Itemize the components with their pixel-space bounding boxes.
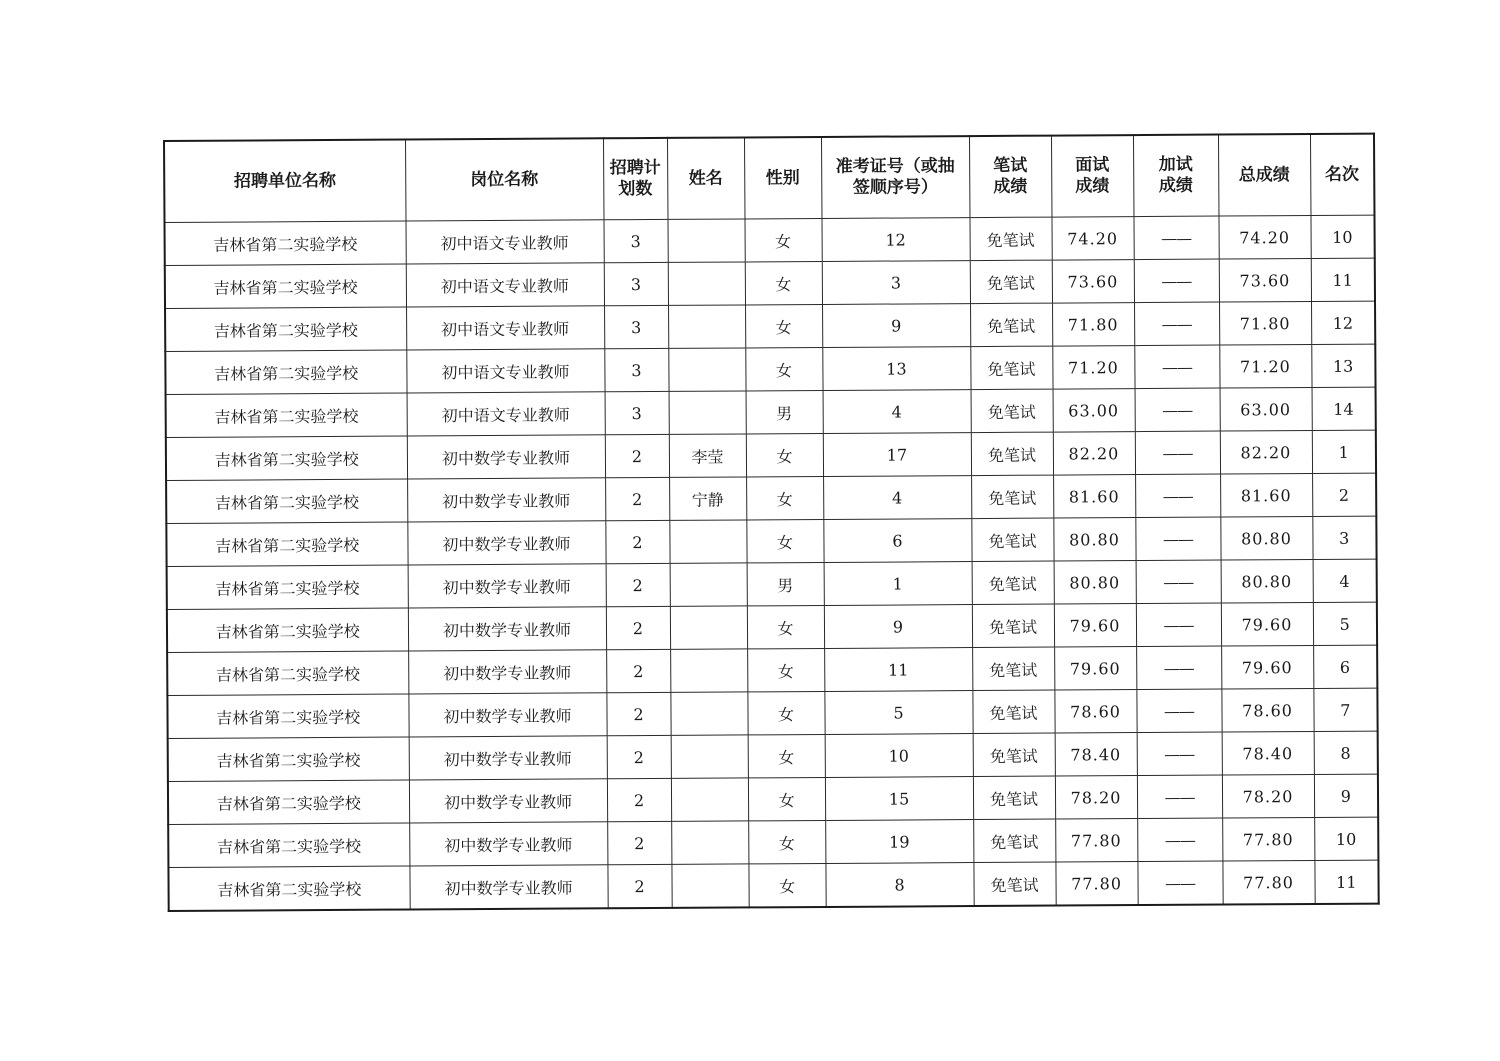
cell-rank: 12 (1311, 301, 1375, 344)
cell-interview-score: 80.80 (1054, 561, 1136, 605)
cell-rank: 2 (1312, 473, 1376, 516)
cell-total-score: 77.80 (1222, 817, 1314, 861)
cell-written-score: 免笔试 (971, 389, 1053, 433)
cell-extra-score: —— (1134, 302, 1219, 346)
cell-extra-score: —— (1134, 259, 1219, 303)
cell-planned-count: 3 (604, 348, 668, 391)
cell-name (670, 606, 747, 649)
cell-exam-number: 4 (823, 390, 971, 434)
cell-planned-count: 3 (605, 391, 669, 434)
cell-total-score: 77.80 (1222, 860, 1314, 904)
cell-unit-name: 吉林省第二实验学校 (167, 565, 408, 609)
table-row (165, 301, 1375, 351)
cell-unit-name: 吉林省第二实验学校 (167, 651, 408, 695)
header-extra-score: 加试 成绩 (1133, 135, 1218, 217)
cell-position-name: 初中数学专业教师 (409, 822, 607, 866)
cell-exam-number: 8 (825, 863, 973, 907)
cell-position-name: 初中语文专业教师 (406, 349, 604, 393)
cell-unit-name: 吉林省第二实验学校 (168, 780, 409, 824)
cell-exam-number: 12 (821, 218, 969, 262)
header-planned-count: 招聘计 划数 (603, 138, 667, 220)
cell-rank: 3 (1312, 516, 1376, 559)
table-row (166, 473, 1376, 523)
cell-gender: 女 (747, 605, 824, 648)
cell-exam-number: 1 (824, 562, 972, 606)
cell-position-name: 初中数学专业教师 (409, 736, 607, 780)
cell-position-name: 初中数学专业教师 (407, 521, 605, 565)
results-table (163, 133, 1380, 912)
cell-interview-score: 78.60 (1054, 690, 1136, 734)
cell-written-score: 免笔试 (971, 475, 1053, 519)
cell-interview-score: 81.60 (1053, 475, 1135, 519)
cell-interview-score: 71.20 (1052, 346, 1134, 390)
header-interview-score: 面试 成绩 (1051, 135, 1133, 217)
cell-position-name: 初中语文专业教师 (405, 220, 603, 264)
cell-planned-count: 2 (607, 735, 671, 778)
cell-name (668, 262, 745, 305)
cell-unit-name: 吉林省第二实验学校 (166, 436, 407, 480)
cell-written-score: 免笔试 (973, 819, 1055, 863)
table-row (167, 559, 1377, 609)
cell-exam-number: 6 (823, 519, 971, 563)
table-row (167, 645, 1377, 695)
cell-extra-score: —— (1136, 646, 1221, 690)
cell-interview-score: 77.80 (1055, 819, 1137, 863)
cell-unit-name: 吉林省第二实验学校 (166, 393, 407, 437)
cell-position-name: 初中语文专业教师 (407, 392, 605, 436)
cell-name: 宁静 (669, 477, 746, 520)
cell-unit-name: 吉林省第二实验学校 (165, 307, 406, 351)
cell-name (671, 821, 748, 864)
cell-position-name: 初中数学专业教师 (409, 865, 607, 910)
cell-planned-count: 2 (607, 821, 671, 864)
table-row (165, 258, 1375, 308)
cell-planned-count: 2 (605, 434, 669, 477)
cell-extra-score: —— (1135, 431, 1220, 475)
cell-extra-score: —— (1134, 345, 1219, 389)
cell-planned-count: 2 (605, 477, 669, 520)
cell-rank: 11 (1314, 860, 1378, 904)
cell-gender: 女 (744, 218, 821, 261)
header-exam-number: 准考证号（或抽 签顺序号） (821, 136, 969, 218)
cell-planned-count: 2 (606, 692, 670, 735)
cell-planned-count: 2 (606, 649, 670, 692)
cell-total-score: 81.60 (1220, 473, 1312, 517)
cell-interview-score: 63.00 (1053, 389, 1135, 433)
cell-planned-count: 3 (603, 219, 667, 262)
cell-written-score: 免笔试 (971, 432, 1053, 476)
cell-exam-number: 3 (822, 261, 970, 305)
cell-written-score: 免笔试 (970, 303, 1052, 347)
cell-interview-score: 79.60 (1054, 647, 1136, 691)
cell-interview-score: 82.20 (1053, 432, 1135, 476)
cell-name (668, 348, 745, 391)
table-header-row (164, 134, 1374, 223)
cell-exam-number: 5 (824, 691, 972, 735)
cell-rank: 10 (1310, 215, 1374, 258)
cell-gender: 女 (748, 777, 825, 820)
table-row (167, 602, 1377, 652)
cell-exam-number: 15 (825, 777, 973, 821)
cell-total-score: 78.60 (1221, 688, 1313, 732)
cell-exam-number: 13 (822, 347, 970, 391)
cell-name (671, 778, 748, 821)
cell-rank: 13 (1311, 344, 1375, 387)
cell-planned-count: 2 (605, 520, 669, 563)
cell-rank: 5 (1313, 602, 1377, 645)
header-unit-name: 招聘单位名称 (164, 140, 405, 223)
cell-written-score: 免笔试 (972, 561, 1054, 605)
cell-unit-name: 吉林省第二实验学校 (165, 350, 406, 394)
cell-gender: 女 (747, 648, 824, 691)
cell-extra-score: —— (1137, 732, 1222, 776)
table-row (166, 430, 1376, 480)
cell-extra-score: —— (1136, 560, 1221, 604)
cell-exam-number: 10 (825, 734, 973, 778)
cell-total-score: 71.20 (1219, 344, 1311, 388)
cell-total-score: 80.80 (1220, 516, 1312, 560)
cell-exam-number: 11 (824, 648, 972, 692)
cell-name (671, 864, 748, 908)
cell-unit-name: 吉林省第二实验学校 (168, 823, 409, 867)
cell-gender: 男 (746, 390, 823, 433)
cell-interview-score: 71.80 (1052, 303, 1134, 347)
table-row (168, 731, 1378, 781)
cell-name (669, 520, 746, 563)
cell-written-score: 免笔试 (970, 346, 1052, 390)
cell-position-name: 初中语文专业教师 (406, 306, 604, 350)
cell-unit-name: 吉林省第二实验学校 (167, 608, 408, 652)
cell-planned-count: 2 (607, 864, 671, 908)
cell-extra-score: —— (1136, 603, 1221, 647)
cell-gender: 女 (746, 519, 823, 562)
cell-total-score: 79.60 (1221, 645, 1313, 689)
cell-position-name: 初中语文专业教师 (406, 263, 604, 307)
cell-total-score: 71.80 (1219, 301, 1311, 345)
cell-interview-score: 77.80 (1055, 862, 1137, 906)
cell-total-score: 63.00 (1220, 387, 1312, 431)
cell-gender: 女 (748, 734, 825, 777)
cell-rank: 11 (1311, 258, 1375, 301)
table-row (165, 344, 1375, 394)
cell-planned-count: 2 (606, 606, 670, 649)
table-row (167, 688, 1377, 738)
cell-name (668, 305, 745, 348)
cell-rank: 9 (1314, 774, 1378, 817)
cell-position-name: 初中数学专业教师 (408, 564, 606, 608)
cell-written-score: 免笔试 (971, 518, 1053, 562)
header-position-name: 岗位名称 (405, 138, 603, 221)
cell-extra-score: —— (1135, 517, 1220, 561)
cell-extra-score: —— (1136, 689, 1221, 733)
cell-extra-score: —— (1135, 474, 1220, 518)
cell-unit-name: 吉林省第二实验学校 (168, 866, 409, 911)
cell-written-score: 免笔试 (972, 690, 1054, 734)
cell-interview-score: 78.40 (1055, 733, 1137, 777)
cell-interview-score: 79.60 (1054, 604, 1136, 648)
cell-position-name: 初中数学专业教师 (409, 779, 607, 823)
cell-gender: 女 (745, 304, 822, 347)
cell-exam-number: 19 (825, 820, 973, 864)
cell-position-name: 初中数学专业教师 (408, 650, 606, 694)
cell-total-score: 80.80 (1221, 559, 1313, 603)
cell-interview-score: 73.60 (1052, 260, 1134, 304)
cell-extra-score: —— (1137, 818, 1222, 862)
cell-rank: 4 (1313, 559, 1377, 602)
document-page (163, 133, 1378, 912)
cell-written-score: 免笔试 (973, 733, 1055, 777)
header-name: 姓名 (667, 137, 744, 219)
cell-total-score: 73.60 (1219, 258, 1311, 302)
cell-gender: 女 (748, 820, 825, 863)
cell-rank: 1 (1312, 430, 1376, 473)
header-written-score: 笔试 成绩 (969, 136, 1051, 218)
cell-position-name: 初中数学专业教师 (407, 478, 605, 522)
cell-rank: 8 (1314, 731, 1378, 774)
cell-written-score: 免笔试 (972, 604, 1054, 648)
cell-unit-name: 吉林省第二实验学校 (167, 694, 408, 738)
cell-position-name: 初中数学专业教师 (408, 693, 606, 737)
cell-written-score: 免笔试 (973, 862, 1055, 906)
cell-rank: 10 (1314, 817, 1378, 860)
cell-written-score: 免笔试 (970, 260, 1052, 304)
cell-name (670, 563, 747, 606)
cell-total-score: 79.60 (1221, 602, 1313, 646)
cell-total-score: 82.20 (1220, 430, 1312, 474)
cell-planned-count: 2 (607, 778, 671, 821)
cell-gender: 女 (745, 347, 822, 390)
cell-rank: 7 (1313, 688, 1377, 731)
cell-planned-count: 3 (604, 305, 668, 348)
cell-gender: 女 (746, 433, 823, 476)
cell-name (669, 391, 746, 434)
cell-name (670, 649, 747, 692)
cell-total-score: 78.20 (1222, 774, 1314, 818)
cell-unit-name: 吉林省第二实验学校 (166, 522, 407, 566)
table-row (168, 860, 1378, 911)
cell-gender: 女 (746, 476, 823, 519)
cell-rank: 6 (1313, 645, 1377, 688)
cell-extra-score: —— (1137, 775, 1222, 819)
cell-name (670, 692, 747, 735)
cell-interview-score: 78.20 (1055, 776, 1137, 820)
cell-unit-name: 吉林省第二实验学校 (168, 737, 409, 781)
header-rank: 名次 (1310, 134, 1374, 216)
cell-interview-score: 80.80 (1053, 518, 1135, 562)
cell-written-score: 免笔试 (969, 217, 1051, 261)
cell-planned-count: 2 (606, 563, 670, 606)
cell-exam-number: 9 (822, 304, 970, 348)
cell-extra-score: —— (1135, 388, 1220, 432)
table-row (166, 387, 1376, 437)
cell-exam-number: 9 (824, 605, 972, 649)
cell-exam-number: 4 (823, 476, 971, 520)
table-row (168, 817, 1378, 867)
table-body (165, 215, 1379, 911)
header-total-score: 总成绩 (1218, 134, 1310, 216)
cell-exam-number: 17 (823, 433, 971, 477)
cell-unit-name: 吉林省第二实验学校 (165, 264, 406, 308)
cell-planned-count: 3 (604, 262, 668, 305)
cell-unit-name: 吉林省第二实验学校 (166, 479, 407, 523)
cell-gender: 男 (747, 562, 824, 605)
table-row (165, 215, 1375, 265)
table-row (168, 774, 1378, 824)
cell-position-name: 初中数学专业教师 (408, 607, 606, 651)
cell-unit-name: 吉林省第二实验学校 (165, 221, 406, 265)
cell-position-name: 初中数学专业教师 (407, 435, 605, 479)
cell-written-score: 免笔试 (973, 776, 1055, 820)
cell-gender: 女 (748, 863, 825, 907)
cell-extra-score: —— (1137, 861, 1222, 905)
table-row (166, 516, 1376, 566)
cell-total-score: 78.40 (1222, 731, 1314, 775)
cell-written-score: 免笔试 (972, 647, 1054, 691)
cell-name (671, 735, 748, 778)
cell-name: 李莹 (669, 434, 746, 477)
cell-interview-score: 74.20 (1051, 217, 1133, 261)
cell-total-score: 74.20 (1218, 215, 1310, 259)
cell-name (667, 219, 744, 262)
cell-extra-score: —— (1133, 216, 1218, 260)
cell-gender: 女 (747, 691, 824, 734)
cell-gender: 女 (745, 261, 822, 304)
cell-rank: 14 (1312, 387, 1376, 430)
header-gender: 性别 (744, 137, 821, 219)
